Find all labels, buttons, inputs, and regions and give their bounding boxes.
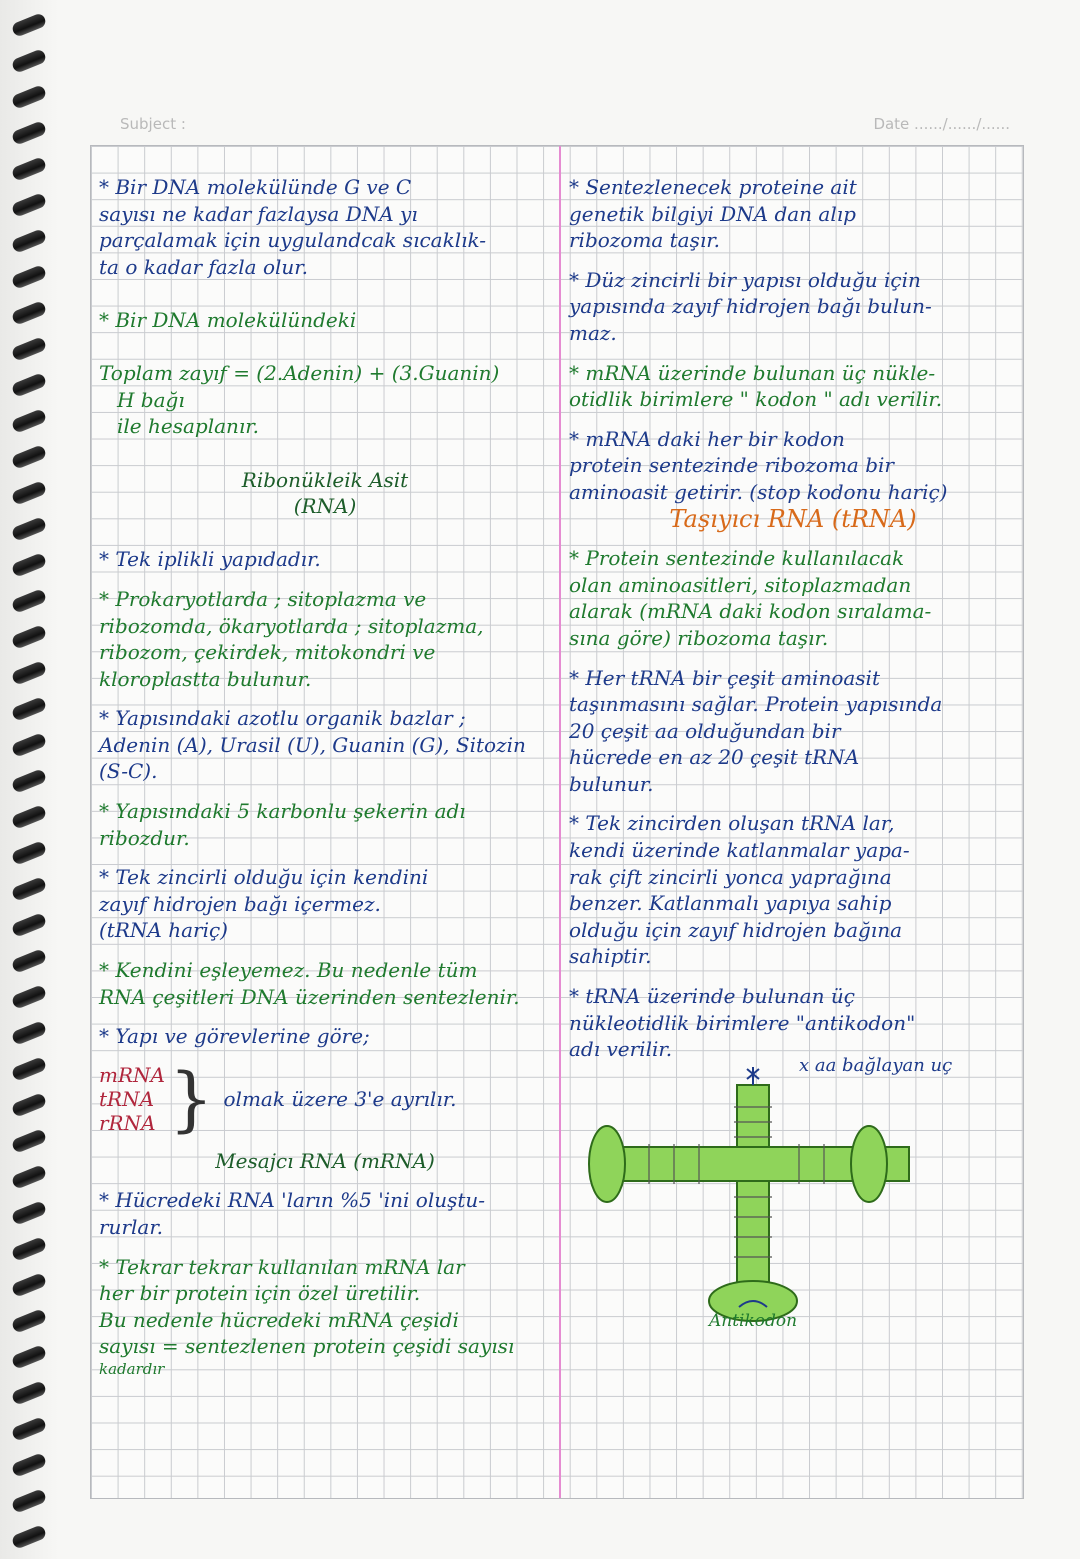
spiral-ring [11,1380,48,1406]
spiral-ring [11,120,48,146]
trna-cloverleaf-drawing [569,1067,989,1337]
note-line: yapısında zayıf hidrojen bağı bulun- [569,294,932,319]
note-line: * mRNA üzerinde bulunan üç nükle- [569,360,936,385]
section-heading-rna: Ribonükleik Asit [241,467,409,492]
note-line: kendi üzerinde katlanmalar yapa- [569,838,910,863]
note-line: * Kendini eşleyemez. Bu nedenle tüm [99,958,478,983]
section-heading-mrna: Mesajcı RNA (mRNA) [215,1148,435,1173]
spiral-ring [11,696,48,722]
spiral-ring [11,552,48,578]
note-line: adı verilir. [569,1037,673,1062]
note-line: bulunur. [569,771,654,796]
left-column [99,174,551,1378]
subject-label: Subject : [120,115,186,133]
brace-glyph: } [168,1057,214,1140]
note-line: ribozomda, ökaryotlarda ; sitoplazma, [99,613,484,638]
note-line: parçalamak için uygulandcak sıcaklık- [99,228,487,253]
note-line: * Prokaryotlarda ; sitoplazma ve [99,586,427,611]
spiral-ring [11,264,48,290]
spiral-ring [11,1020,48,1046]
note-line: sına göre) ribozoma taşır. [569,625,829,650]
note-line: * Protein sentezinde kullanılacak [569,546,905,571]
note-line: Adenin (A), Urasil (U), Guanin (G), Sitozin [99,732,526,757]
spiral-ring [11,408,48,434]
note-line: * Hücredeki RNA 'ların %5 'ini oluştu- [99,1188,486,1213]
note-line: sayısı ne kadar fazlaysa DNA yı [99,201,418,226]
note-line: ribozoma taşır. [569,228,720,253]
rna-type-item: rRNA [99,1110,156,1135]
note-line: * Bir DNA molekülündeki [99,307,357,332]
aa-attach-mark [747,1067,759,1085]
trna-vertical-arm [737,1085,769,1295]
note-line: * Her tRNA bir çeşit aminoasit [569,665,880,690]
note-line: kadardır [99,1359,165,1378]
spiral-ring [11,1308,48,1334]
spiral-ring [11,336,48,362]
section-heading-trna: Taşıyıcı RNA (tRNA) [669,504,917,533]
spiral-ring [11,948,48,974]
note-line: hücrede en az 20 çeşit tRNA [569,745,860,770]
section-heading-rna-sub: (RNA) [293,494,357,519]
note-line: zayıf hidrojen bağı içermez. [99,891,381,916]
note-line: * Yapı ve görevlerine göre; [99,1024,370,1049]
note-line: olan aminoasitleri, sitoplazmadan [569,572,912,597]
note-line: benzer. Katlanmalı yapıya sahip [569,891,892,916]
spiral-ring [11,12,48,38]
note-line: * Yapısındaki azotlu organik bazlar ; [99,706,466,731]
spiral-ring [11,156,48,182]
note-line: * Yapısındaki 5 karbonlu şekerin adı [99,799,466,824]
date-label: Date ....../....../...... [873,115,1010,133]
spiral-ring [11,1092,48,1118]
formula-line: Toplam zayıf = (2.Adenin) + (3.Guanin) [99,361,500,386]
formula-line: H bağı [117,387,185,412]
note-line: (tRNA hariç) [99,918,228,943]
note-line: 20 çeşit aa olduğundan bir [569,718,841,743]
spiral-ring [11,876,48,902]
spiral-ring [11,480,48,506]
note-line: * mRNA daki her bir kodon [569,426,845,451]
note-line: taşınmasını sağlar. Protein yapısında [569,692,943,717]
grid-page [90,145,1024,1499]
spiral-ring [11,1200,48,1226]
rna-type-item: mRNA [99,1062,165,1087]
note-line: nükleotidlik birimlere "antikodon" [569,1010,916,1035]
note-line: * Sentezlenecek proteine ait [569,175,857,199]
note-line: otidlik birimlere " kodon " adı verilir. [569,387,943,412]
spiral-ring [11,1524,48,1550]
note-line: rurlar. [99,1215,164,1239]
spiral-ring [11,1488,48,1514]
spiral-ring [11,768,48,794]
rna-types-list [99,1057,551,1140]
note-line: * Tek zincirden oluşan tRNA lar, [569,811,895,836]
spiral-ring [11,660,48,686]
spiral-ring [11,840,48,866]
spiral-ring [11,984,48,1010]
spiral-ring [11,48,48,74]
note-line: genetik bilgiyi DNA dan alıp [569,201,856,226]
spiral-ring [11,804,48,830]
note-line: * Bir DNA molekülünde G ve C [99,175,412,199]
note-line: (S-C). [99,759,158,784]
note-line: * Tekrar tekrar kullanılan mRNA lar [99,1254,465,1279]
spiral-ring [11,1164,48,1190]
note-line: aminoasit getirir. (stop kodonu hariç) [569,479,948,504]
note-line: Bu nedenle hücredeki mRNA çeşidi [99,1307,459,1332]
spiral-ring [11,192,48,218]
spiral-ring [11,912,48,938]
note-line: rak çift zincirli yonca yaprağına [569,864,892,889]
spiral-ring [11,624,48,650]
trna-right-loop [851,1126,887,1202]
note-line: * tRNA üzerinde bulunan üç [569,984,855,1009]
spiral-ring [11,1272,48,1298]
anticodon-label: Antikodon [709,1310,798,1331]
spiral-ring [11,444,48,470]
aa-binding-label: x aa bağlayan uç [799,1054,953,1076]
spiral-ring [11,300,48,326]
spiral-ring [11,1344,48,1370]
note-line: * Tek zincirli olduğu için kendini [99,865,429,890]
note-line: * Düz zincirli bir yapısı olduğu için [569,267,921,292]
right-column [569,174,1017,1337]
trna-diagram [569,1054,1017,1337]
formula-line: ile hesaplanır. [117,414,260,439]
spiral-ring [11,1128,48,1154]
note-line: ribozdur. [99,825,190,850]
column-divider [559,146,561,1498]
spiral-ring [11,372,48,398]
note-line: * Tek iplikli yapıdadır. [99,547,321,572]
spiral-ring [11,1056,48,1082]
spiral-binding [0,0,58,1559]
note-line: ribozom, çekirdek, mitokondri ve [99,640,436,665]
trna-left-loop [589,1126,625,1202]
note-line: protein sentezinde ribozoma bir [569,453,894,478]
spiral-ring [11,588,48,614]
note-line: her bir protein için özel üretilir. [99,1281,421,1306]
note-line: maz. [569,320,617,345]
spiral-ring [11,1236,48,1262]
spiral-ring [11,228,48,254]
spiral-ring [11,516,48,542]
note-line: RNA çeşitleri DNA üzerinden sentezlenir. [99,984,520,1009]
note-line: olduğu için zayıf hidrojen bağına [569,917,902,942]
note-line: kloroplastta bulunur. [99,666,312,691]
note-line: sayısı = sentezlenen protein çeşidi sayısı [99,1334,515,1359]
spiral-ring [11,84,48,110]
note-line: alarak (mRNA daki kodon sıralama- [569,599,932,624]
spiral-ring [11,1416,48,1442]
spiral-ring [11,732,48,758]
rna-types-text: olmak üzere 3'e ayrılır. [223,1086,457,1111]
rna-type-item: tRNA [99,1086,155,1111]
note-line: sahiptir. [569,944,652,969]
note-line: ta o kadar fazla olur. [99,254,308,279]
spiral-ring [11,1452,48,1478]
